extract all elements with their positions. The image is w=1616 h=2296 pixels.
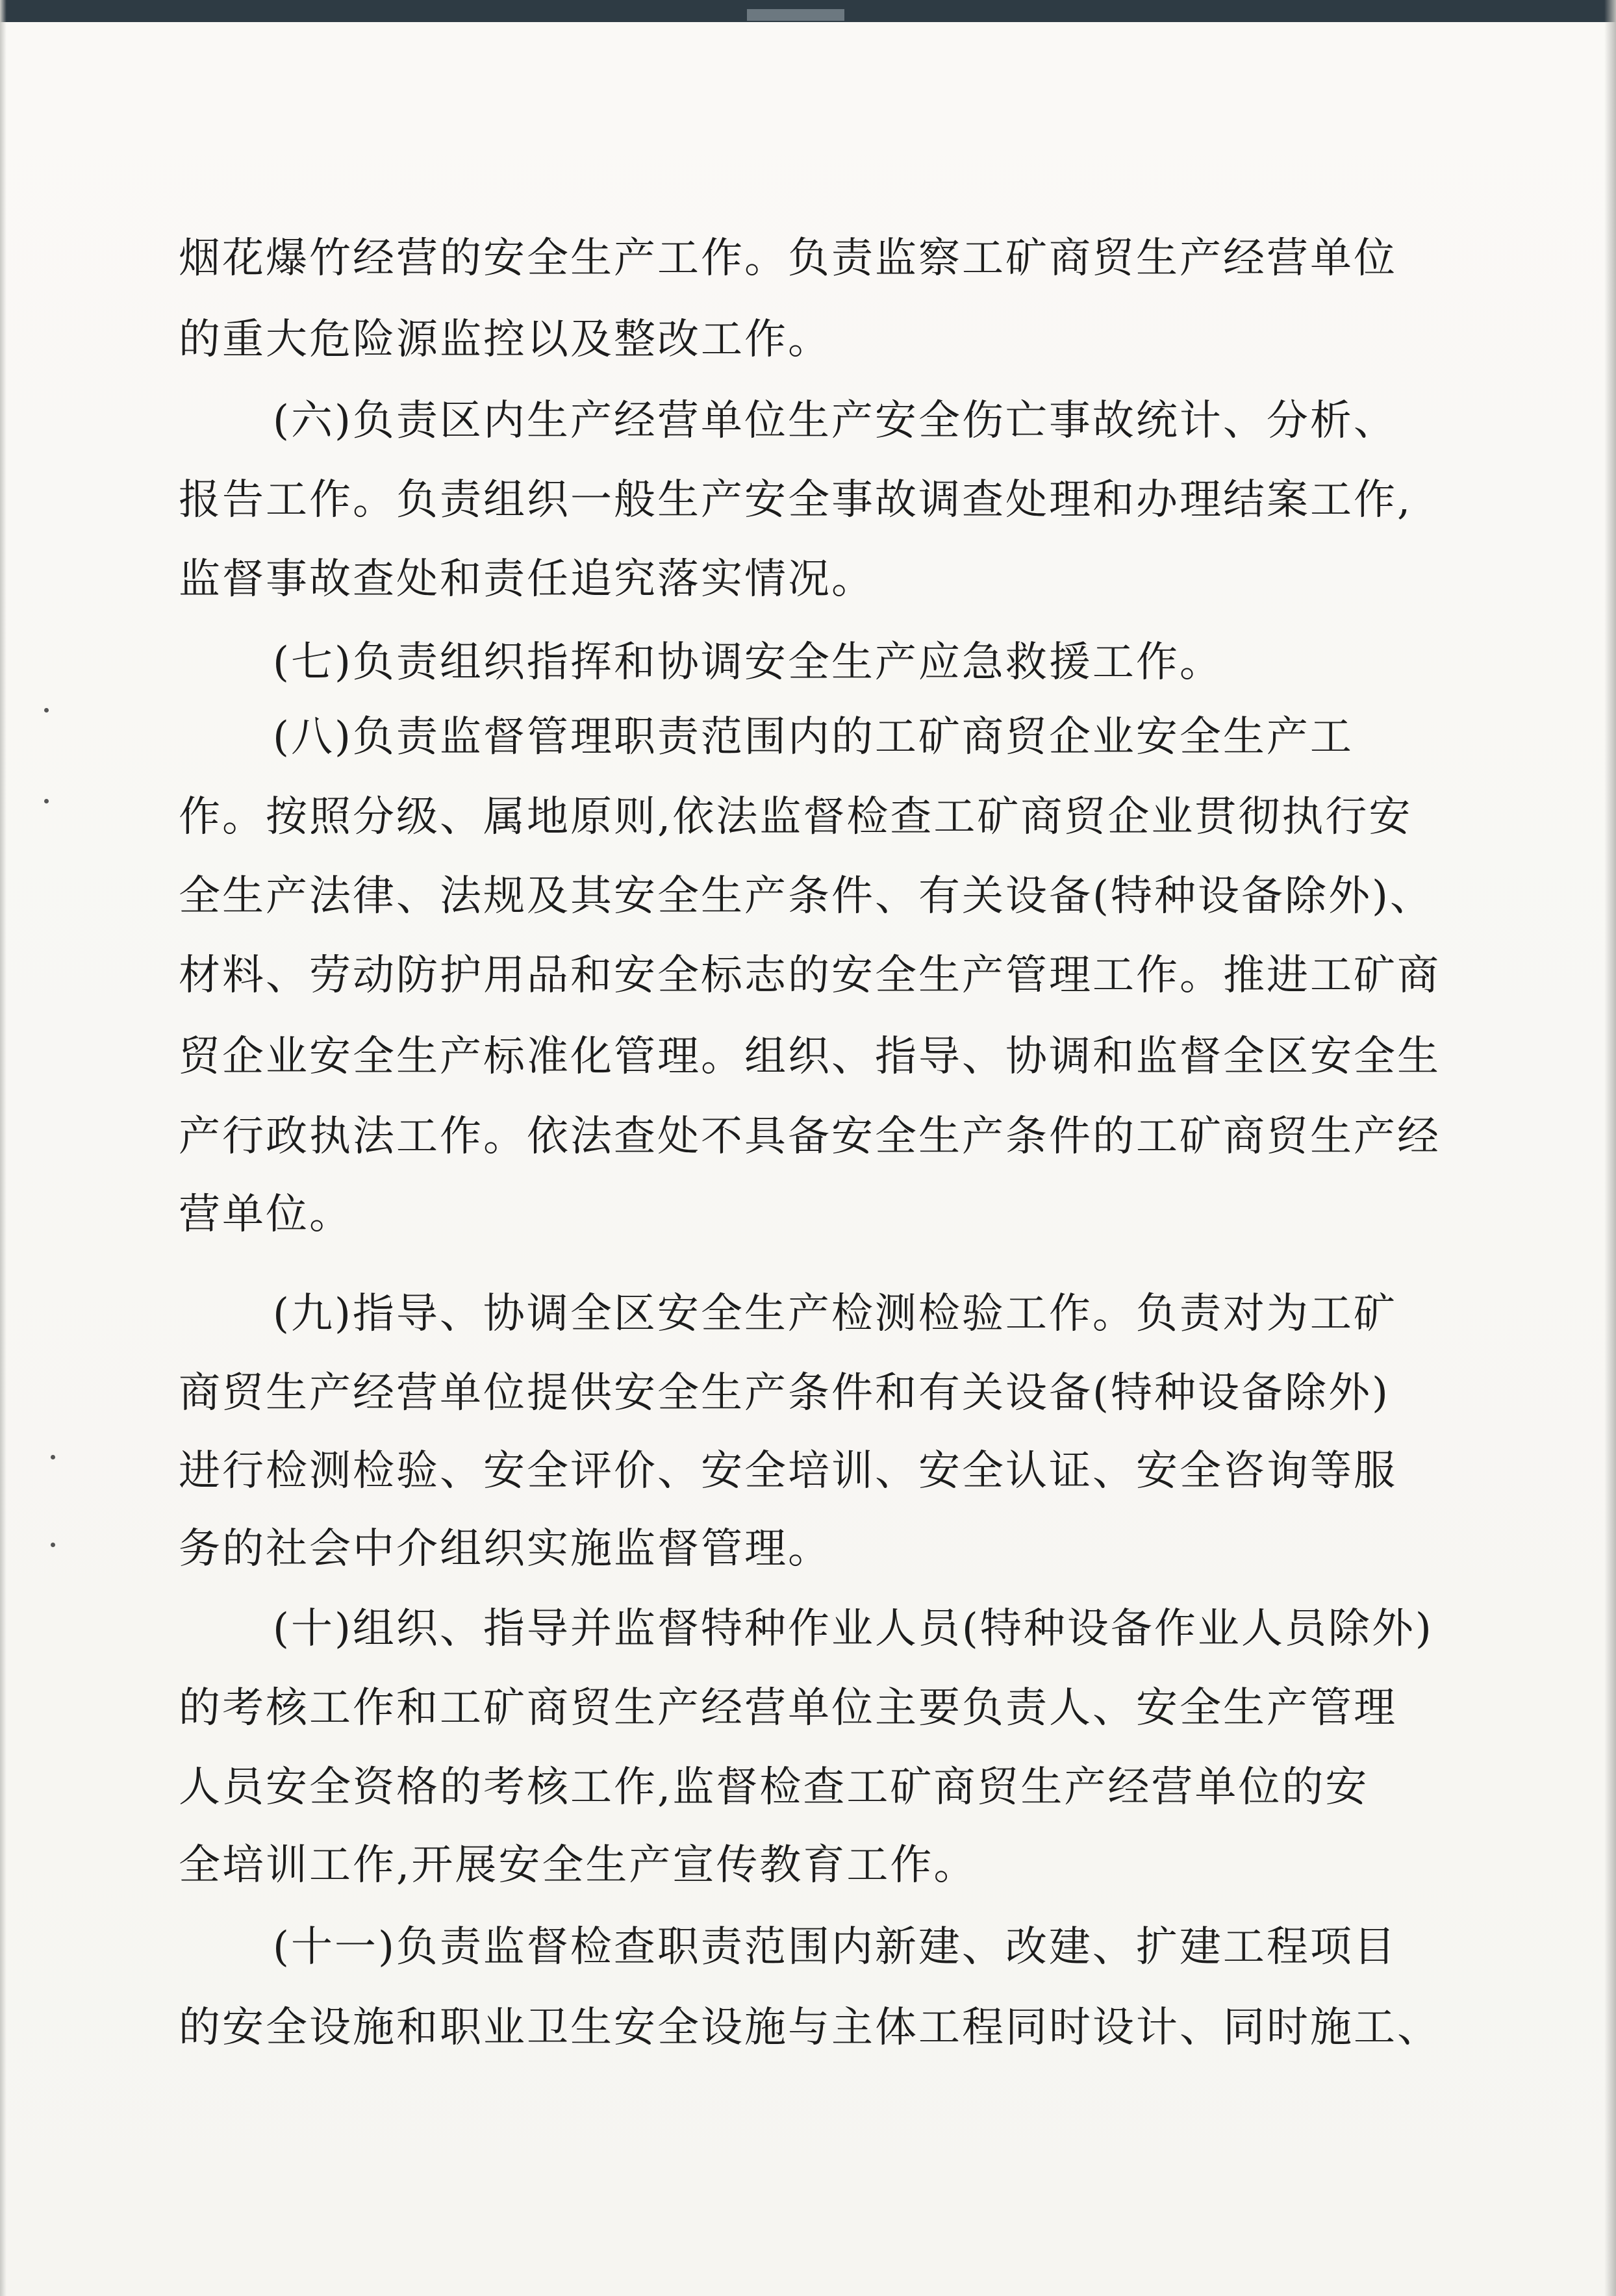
text-line: 务的社会中介组织实施监督管理。 bbox=[179, 1525, 831, 1573]
text-line: 全培训工作,开展安全生产宣传教育工作。 bbox=[179, 1841, 978, 1889]
text-line: 监督事故查处和责任追究落实情况。 bbox=[179, 555, 875, 603]
text-line: 材料、劳动防护用品和安全标志的安全生产管理工作。推进工矿商 bbox=[179, 952, 1441, 1000]
text-line: 的考核工作和工矿商贸生产经营单位主要负责人、安全生产管理 bbox=[179, 1684, 1397, 1732]
text-line: (六)负责区内生产经营单位生产安全伤亡事故统计、分析、 bbox=[273, 397, 1397, 445]
text-line: 营单位。 bbox=[179, 1191, 353, 1239]
text-line: 的安全设施和职业卫生安全设施与主体工程同时设计、同时施工、 bbox=[179, 2004, 1441, 2052]
text-line: 人员安全资格的考核工作,监督检查工矿商贸生产经营单位的安 bbox=[179, 1763, 1369, 1811]
text-line: (九)指导、协调全区安全生产检测检验工作。负责对为工矿 bbox=[273, 1290, 1397, 1338]
text-line: 全生产法律、法规及其安全生产条件、有关设备(特种设备除外)、 bbox=[179, 872, 1433, 920]
text-line: 烟花爆竹经营的安全生产工作。负责监察工矿商贸生产经营单位 bbox=[179, 234, 1397, 283]
text-line: (十一)负责监督检查职责范围内新建、改建、扩建工程项目 bbox=[273, 1923, 1397, 1971]
text-line: 的重大危险源监控以及整改工作。 bbox=[179, 316, 831, 364]
text-line: (八)负责监督管理职责范围内的工矿商贸企业安全生产工 bbox=[273, 713, 1354, 761]
text-line: 贸企业安全生产标准化管理。组织、指导、协调和监督全区安全生 bbox=[179, 1033, 1441, 1081]
text-line: 商贸生产经营单位提供安全生产条件和有关设备(特种设备除外) bbox=[179, 1369, 1390, 1417]
text-line: (七)负责组织指挥和协调安全生产应急救援工作。 bbox=[273, 638, 1223, 687]
text-line: 产行政执法工作。依法查处不具备安全生产条件的工矿商贸生产经 bbox=[179, 1113, 1441, 1161]
text-line: (十)组织、指导并监督特种作业人员(特种设备作业人员除外) bbox=[273, 1605, 1433, 1653]
text-line: 进行检测检验、安全评价、安全培训、安全认证、安全咨询等服 bbox=[179, 1447, 1397, 1495]
text-line: 作。按照分级、属地原则,依法监督检查工矿商贸企业贯彻执行安 bbox=[179, 793, 1413, 841]
text-line: 报告工作。负责组织一般生产安全事故调查处理和办理结案工作, bbox=[179, 476, 1413, 524]
